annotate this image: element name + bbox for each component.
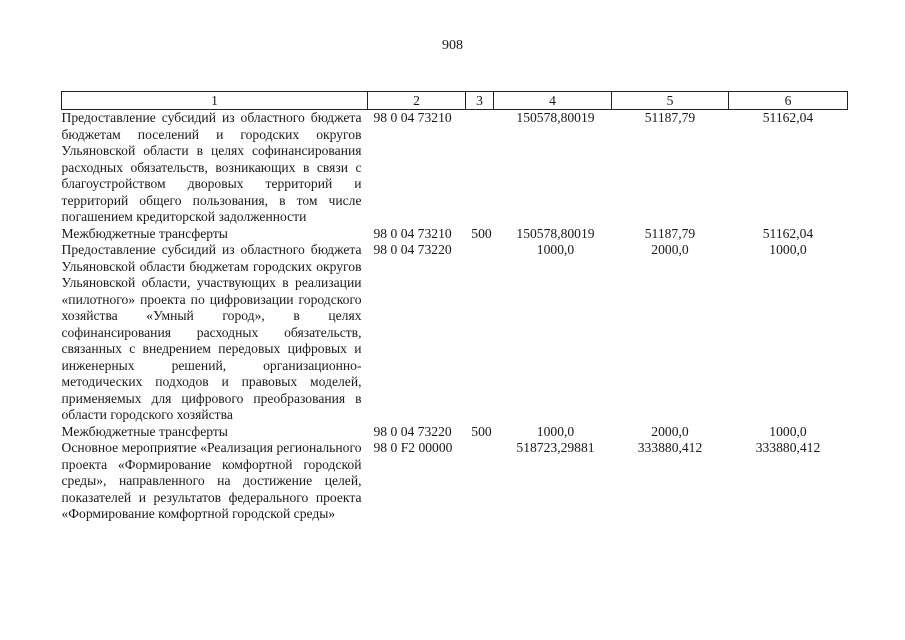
row-name: Межбюджетные трансферты: [61, 225, 228, 241]
header-col-4: 4: [494, 92, 612, 110]
table-row: [62, 242, 848, 424]
row-value-5: 2000,0: [651, 423, 689, 439]
row-code: 98 0 04 73220: [373, 423, 452, 439]
row-value-5: 51187,79: [644, 110, 696, 125]
row-value-4: 1000,0: [536, 423, 575, 439]
header-col-2: 2: [368, 92, 466, 110]
row-kind: 500: [471, 423, 492, 439]
row-code: 98 0 04 73210: [373, 225, 452, 241]
row-value-6: 1000,0: [769, 423, 807, 439]
row-code: 98 0 F2 00000: [373, 440, 453, 455]
header-col-1: 1: [62, 92, 368, 110]
table-row: [62, 226, 848, 243]
row-value-6: 51162,04: [762, 110, 814, 125]
header-col-5: 5: [612, 92, 729, 110]
row-value-5: 2000,0: [651, 242, 689, 257]
header-col-3: 3: [466, 92, 494, 110]
table-row: [62, 440, 848, 523]
row-code: 98 0 04 73220: [373, 242, 452, 257]
row-value-4: 518723,29881: [516, 440, 595, 455]
row-value-6: 333880,412: [755, 440, 821, 455]
row-value-4: 1000,0: [536, 242, 575, 257]
row-value-4: 150578,80019: [516, 110, 595, 125]
row-kind: 500: [471, 225, 492, 241]
budget-table: [61, 91, 848, 523]
row-value-6: 51162,04: [762, 225, 814, 241]
budget-table-container: [61, 91, 847, 523]
page-number: 908: [442, 38, 463, 53]
header-col-6: 6: [729, 92, 848, 110]
row-value-5: 51187,79: [644, 225, 696, 241]
row-value-6: 1000,0: [769, 242, 807, 257]
table-row: [62, 110, 848, 226]
row-name: Основное мероприятие «Реализация регионального проекта «Формирование комфортной городской среды», направленного на достижение целей, показателей и результатов федерального проекта «Формирование комфортной городской среды»: [61, 440, 362, 521]
table-header-row: [62, 92, 848, 110]
table-row: [62, 424, 848, 441]
row-kind: [466, 110, 494, 226]
row-name: Предоставление субсидий из областного бюджета Ульяновской области бюджетам городских округов Ульяновской области, участвующих в реализации «пилотного» проекта по цифровизации городского хозяйства «Умный город», в целях софинансирования расходных обязательств, связанных с внедрением передовых цифровых и инженерных решений, организационно-методических подходов и правовых моделей, применяемых для цифрового преобразования в области городского хозяйства: [61, 242, 362, 422]
row-code: 98 0 04 73210: [373, 110, 452, 125]
row-kind: [466, 440, 494, 523]
row-kind: [466, 242, 494, 424]
row-name: Предоставление субсидий из областного бюджета бюджетам поселений и городских округов Ульяновской области в целях софинансирования расходных обязательств, возникающих в связи с благоустройством дворовых территорий и территорий общего пользования, в том числе погашением кредиторской задолженности: [61, 110, 362, 224]
row-value-5: 333880,412: [637, 440, 703, 455]
row-value-4: 150578,80019: [516, 225, 595, 241]
row-name: Межбюджетные трансферты: [61, 423, 228, 439]
